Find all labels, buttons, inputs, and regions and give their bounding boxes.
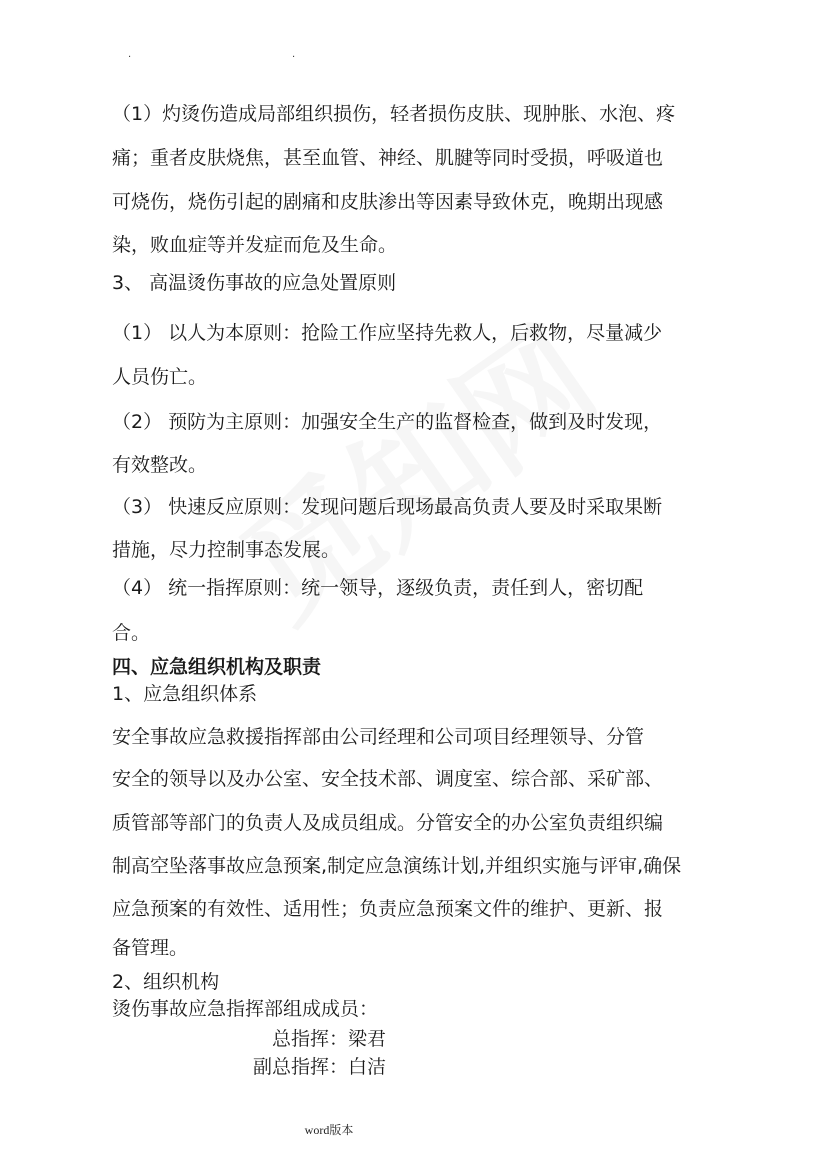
subsection-heading-2: 2、组织机构 [112, 971, 220, 993]
principle-item-2: （2） 预防为主原则：加强安全生产的监督检查，做到及时发现， [112, 411, 663, 433]
footer-label: word版本 [304, 1123, 354, 1137]
chapter-heading-4: 四、应急组织机构及职责 [112, 656, 322, 678]
body-line: 措施，尽力控制事态发展。 [112, 539, 341, 561]
body-line: 有效整改。 [112, 454, 208, 476]
header-dot-right: . [292, 49, 296, 60]
body-line: 可烧伤，烧伤引起的剧痛和皮肤渗出等因素导致休克，晚期出现感 [112, 191, 664, 213]
body-line: 合。 [112, 622, 151, 644]
body-line: 人员伤亡。 [112, 366, 208, 388]
header-dot-left: . [128, 49, 132, 60]
subsection-heading-1: 1、应急组织体系 [112, 683, 258, 705]
body-line: 染，败血症等并发症而危及生命。 [112, 234, 398, 256]
body-line: 痛；重者皮肤烧焦，甚至血管、神经、肌腱等同时受损，呼吸道也 [112, 147, 664, 169]
commander-entry: 总指挥：梁君 [272, 1028, 387, 1050]
body-line: 质管部等部门的负责人及成员组成。分管安全的办公室负责组织编 [112, 812, 664, 834]
body-line: 制高空坠落事故应急预案,制定应急演练计划,并组织实施与评审,确保 [112, 855, 682, 877]
body-line: 应急预案的有效性、适用性；负责应急预案文件的维护、更新、报 [112, 898, 664, 920]
principle-item-1: （1） 以人为本原则：抢险工作应坚持先救人，后救物，尽量减少 [112, 322, 663, 344]
section-heading-3: 3、 高温烫伤事故的应急处置原则 [112, 272, 397, 294]
body-line: 安全的领导以及办公室、安全技术部、调度室、综合部、采矿部、 [112, 768, 664, 790]
member-list-intro: 烫伤事故应急指挥部组成成员： [112, 998, 379, 1020]
principle-item-4: （4） 统一指挥原则：统一领导，逐级负责，责任到人，密切配 [112, 577, 644, 599]
body-line: 备管理。 [112, 937, 189, 959]
principle-item-3: （3） 快速反应原则：发现问题后现场最高负责人要及时采取果断 [112, 496, 663, 518]
body-line: 安全事故应急救援指挥部由公司经理和公司项目经理领导、分管 [112, 726, 645, 748]
deputy-commander-entry: 副总指挥：白洁 [253, 1056, 387, 1078]
body-line: （1）灼烫伤造成局部组织损伤，轻者损伤皮肤、现肿胀、水泡、疼 [112, 103, 676, 125]
